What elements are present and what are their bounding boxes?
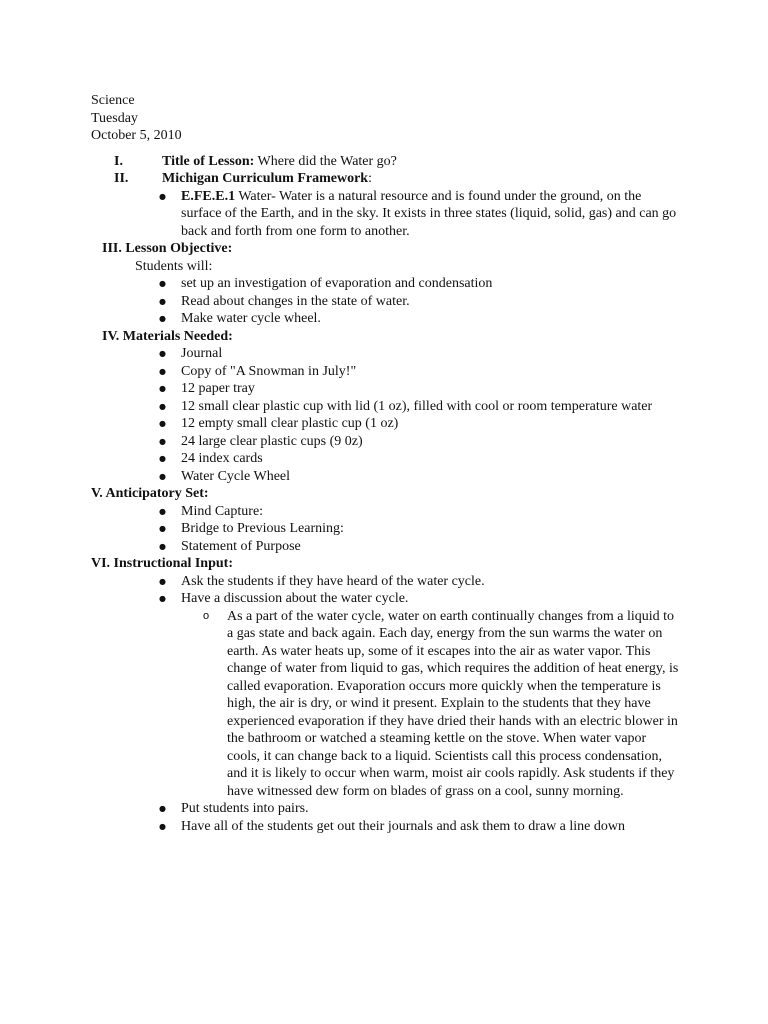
section-title-of-lesson [0,153,768,171]
date-line: October 5, 2010 [91,128,182,143]
lesson-plan-document [0,92,768,835]
list-item: ● Copy of "A Snowman in July!" [0,363,768,381]
lesson-title: Where did the Water go? [254,153,397,169]
list-item: ● 12 paper tray [0,380,768,398]
list-item: ● Have all of the students get out their journals and ask them to draw a line down [0,818,768,836]
section-lesson-objective-heading: III. Lesson Objective: [102,241,233,256]
list-item: ● 24 index cards [0,450,768,468]
section-materials-heading: IV. Materials Needed: [102,328,233,344]
subject-line: Science [91,93,135,108]
list-item: ● Bridge to Previous Learning: [0,520,768,538]
framework-list [0,188,768,241]
list-item: ● Water Cycle Wheel [0,468,768,486]
list-item: ● Make water cycle wheel. [0,310,768,328]
instructional-input-list-continued [0,800,768,835]
list-item: ● Statement of Purpose [0,538,768,556]
list-item: ● set up an investigation of evaporation and condensation [0,275,768,293]
list-item: ● 12 small clear plastic cup with lid (1 oz), filled with cool or room temperature water [0,398,768,416]
list-item: ● Mind Capture: [0,503,768,521]
section-instructional-input-heading: VI. Instructional Input: [91,556,233,571]
objective-intro: Students will: [135,258,213,274]
list-item [0,188,768,241]
section-label: Michigan Curriculum Framework [162,171,369,186]
standard-text: Water- Water is a natural resource and is found under the ground, on the surface of the Earth, and in the sky. It exists in three states (liquid, solid, gas) and can go back and forth from one form to another. [181,188,677,239]
sub-list-item: o As a part of the water cycle, water on earth continually changes from a liquid to a gas state and back again. Each day, energy from the sun warms the water on earth. As water heats up, some of it escapes into the air as water vapor. This change of water from liquid to gas, which requires the addition of heat energy, is called evaporation. Evaporation occurs more quickly when the temperature is high, the air is dry, or wind it present. Explain to the students that they have experienced evaporation if they have dried their hands with an electric blower in the bathroom or watched a steaming kettle on the stove. When water vapor cools, it can change back to a liquid. Scientists call this process condensation, and it is likely to occur when warm, moist air cools rapidly. Ask students if they have witnessed dew form on blades of grass on a cool, sunny morning. [0,608,768,801]
section-label: Title of Lesson: [162,153,255,169]
section-label-suffix: : [368,171,372,186]
list-item-text: Have a discussion about the water cycle. [181,591,409,606]
objective-list [0,275,768,328]
list-item: ● Read about changes in the state of water. [0,293,768,311]
list-item: ● Put students into pairs. [0,800,768,818]
section-number: I. [114,153,123,169]
list-item: ● 24 large clear plastic cups (9 0z) [0,433,768,451]
instructional-sub-list [0,608,768,801]
instructional-input-list [0,573,768,608]
section-curriculum-framework [0,170,768,188]
list-item: ● Ask the students if they have heard of the water cycle. [0,573,768,591]
list-item: ● 12 empty small clear plastic cup (1 oz) [0,415,768,433]
section-anticipatory-set-heading: V. Anticipatory Set: [91,486,209,501]
materials-list [0,345,768,485]
day-line: Tuesday [91,110,138,126]
document-header [0,92,768,145]
anticipatory-set-list [0,503,768,556]
section-number: II. [114,171,129,186]
standard-code: E.FE.E.1 [181,188,236,204]
list-item [0,590,768,608]
list-item: ● Journal [0,345,768,363]
